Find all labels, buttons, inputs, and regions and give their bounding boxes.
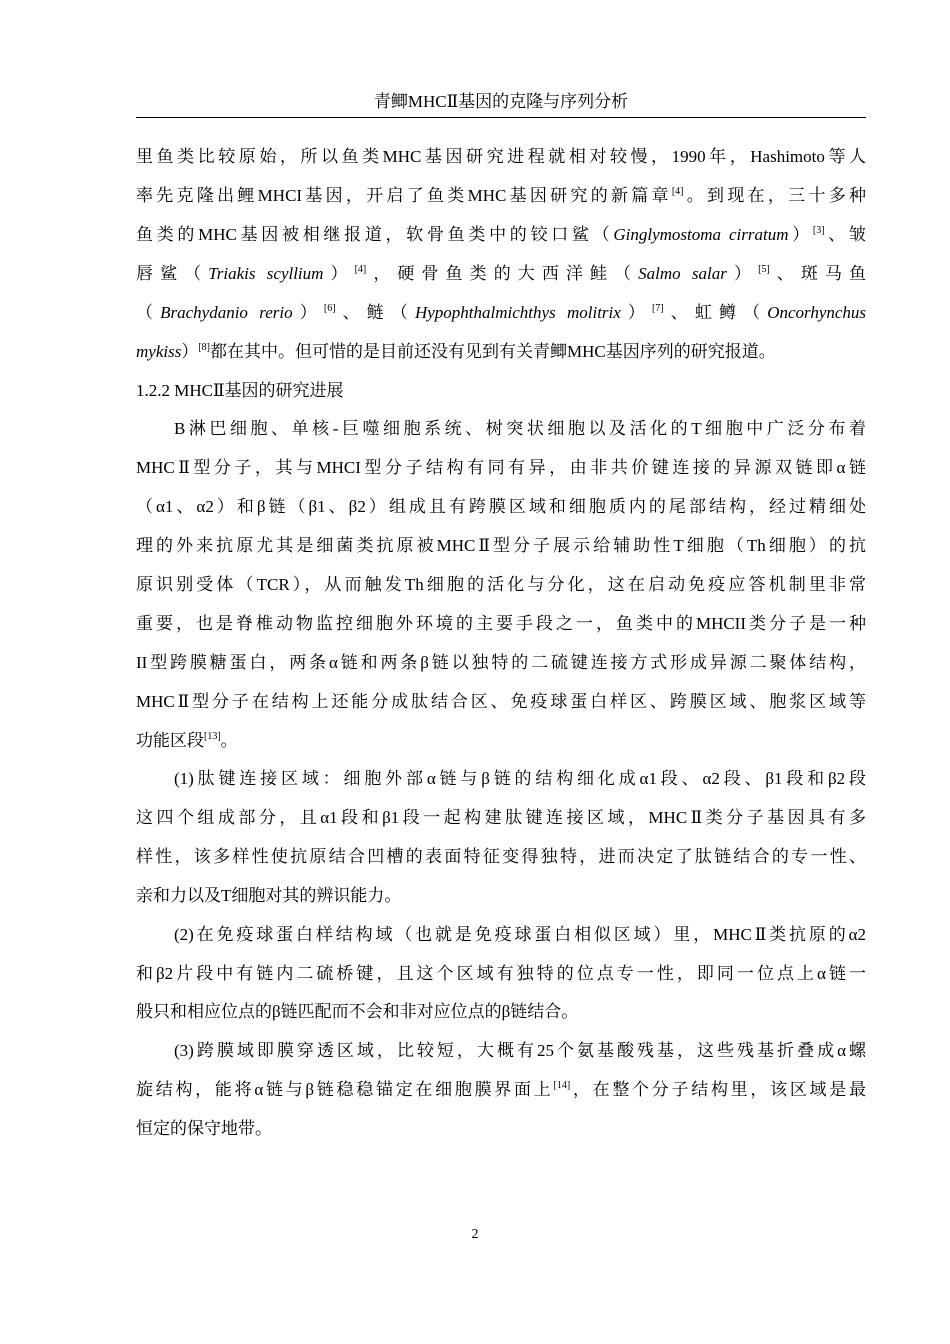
text-segment: MHCⅡ型分子，其与MHCI型分子结构有同有异，由非共价键连接的异源双链即α链 (136, 458, 866, 477)
text-segment: B淋巴细胞、单核-巨噬细胞系统、树突状细胞以及活化的T细胞中广泛分布着 (174, 419, 866, 438)
species-name: Ginglymostoma cirratum (613, 225, 789, 244)
text-segment: 、斑马鱼 (769, 264, 867, 283)
text-line-11 (136, 536, 866, 556)
text-segment: II型跨膜糖蛋白，两条α链和两条β链以独特的二硫键连接方式形成异源二聚体结构， (136, 653, 866, 672)
citation: [7] (652, 303, 664, 314)
text-segment: 里鱼类比较原始，所以鱼类MHC基因研究进程就相对较慢，1990年，Hashimoto等人 (136, 147, 866, 166)
text-line-10 (136, 497, 866, 517)
text-line-12 (136, 575, 866, 595)
text-segment: MHCⅡ型分子在结构上还能分成肽结合区、免疫球蛋白样区、跨膜区域、胞浆区域等 (136, 692, 866, 711)
text-line-20 (136, 886, 866, 906)
text-line-9 (136, 458, 866, 478)
text-segment: ） (726, 264, 759, 283)
text-line-4 (136, 264, 866, 284)
species-name: mykiss (136, 342, 182, 361)
text-segment: (2)在免疫球蛋白样结构域（也就是免疫球蛋白相似区域）里，MHCⅡ类抗原的α2 (174, 925, 866, 944)
species-name: Brachydanio rerio (160, 303, 293, 322)
text-segment: 重要，也是脊椎动物监控细胞外环境的主要手段之一，鱼类中的MHCII类分子是一种 (136, 614, 866, 633)
citation: [8] (198, 342, 210, 353)
text-segment: (1)肽键连接区域：细胞外部α链与β链的结构细化成α1段、α2段、β1段和β2段 (174, 769, 866, 788)
text-segment: 唇鲨（ (136, 264, 209, 283)
species-name: Triakis scyllium (208, 264, 324, 283)
text-segment: 样性，该多样性使抗原结合凹槽的表面特征变得独特，进而决定了肽链结合的专一性、 (136, 847, 866, 866)
text-segment: 恒定的保守地带。 (136, 1119, 272, 1138)
citation: [4] (354, 264, 367, 275)
section-heading (136, 381, 866, 401)
text-line-17 (174, 769, 866, 789)
page-header: 青鲫MHCⅡ基因的克隆与序列分析 (373, 92, 629, 111)
citation: [4] (671, 186, 684, 197)
text-segment: 、皱 (824, 225, 866, 244)
text-segment: 旋结构，能将α链与β链稳稳锚定在细胞膜界面上 (136, 1080, 554, 1099)
text-line-16 (136, 731, 866, 751)
text-segment: 原识别受体（TCR），从而触发Th细胞的活化与分化，这在启动免疫应答机制里非常 (136, 575, 866, 594)
text-segment: 、鲢（ (335, 303, 415, 322)
citation: [6] (323, 303, 336, 314)
text-segment: ） (292, 303, 324, 322)
text-segment: 都在其中。但可惜的是目前还没有见到有关青鲫MHC基因序列的研究报道。 (210, 342, 776, 361)
text-segment: 这四个组成部分，且α1段和β1段一起构建肽键连接区域，MHCⅡ类分子基因具有多 (136, 808, 866, 827)
text-segment: ） (181, 342, 199, 361)
text-segment: 和β2片段中有链内二硫桥键，且这个区域有独特的位点专一性，即同一位点上α链一 (136, 964, 866, 983)
text-segment: （ (136, 303, 161, 322)
text-segment: 功能区段 (136, 731, 204, 750)
page-number: 2 (471, 1227, 479, 1242)
text-line-22 (136, 964, 866, 984)
text-line-6 (136, 342, 866, 362)
text-segment: 般只和相应位点的β链匹配而不会和非对应位点的β链结合。 (136, 1002, 579, 1021)
text-segment: ） (323, 264, 355, 283)
text-line-3 (136, 225, 866, 245)
text-line-1 (136, 147, 866, 167)
text-line-15 (136, 692, 866, 712)
text-segment: 理的外来抗原尤其是细菌类抗原被MHCⅡ型分子展示给辅助性T细胞（Th细胞）的抗 (136, 536, 866, 555)
text-segment: ） (620, 303, 653, 322)
text-segment: 。 (220, 731, 238, 750)
text-segment: 、虹鳟（ (663, 303, 768, 322)
text-line-26 (136, 1119, 866, 1139)
text-segment: （α1、α2）和β链（β1、β2）组成且有跨膜区域和细胞质内的尾部结构，经过精细处 (136, 497, 866, 516)
citation: [13] (204, 731, 221, 742)
citation: [5] (758, 264, 770, 275)
text-segment: 1.2.2 MHCⅡ基因的研究进展 (136, 381, 344, 400)
header-rule (136, 117, 866, 118)
species-name: Hypophthalmichthys molitrix (414, 303, 621, 322)
text-segment: 率先克隆出鲤MHCI基因，开启了鱼类MHC基因研究的新篇章 (136, 186, 672, 205)
text-segment: ） (788, 225, 813, 244)
text-segment: 。到现在，三十多种 (683, 186, 867, 205)
text-line-18 (136, 808, 866, 828)
text-line-24 (174, 1041, 866, 1061)
text-line-21 (174, 925, 866, 945)
text-segment: ，在整个分子结构里，该区域是最 (570, 1080, 867, 1099)
text-segment: 亲和力以及T细胞对其的辨识能力。 (136, 886, 402, 905)
species-name: Salmo salar (638, 264, 727, 283)
text-line-5 (136, 303, 866, 323)
citation: [3] (812, 225, 825, 236)
text-line-19 (136, 847, 866, 867)
species-name: Oncorhynchus (767, 303, 867, 322)
text-line-23 (136, 1002, 866, 1022)
text-line-14 (136, 653, 866, 673)
text-segment: ，硬骨鱼类的大西洋鲑（ (366, 264, 639, 283)
text-line-25 (136, 1080, 866, 1100)
text-line-2 (136, 186, 866, 206)
text-line-13 (136, 614, 866, 634)
citation: [14] (553, 1080, 571, 1091)
text-segment: (3)跨膜域即膜穿透区域，比较短，大概有25个氨基酸残基，这些残基折叠成α螺 (174, 1041, 866, 1060)
text-line-8 (174, 419, 866, 439)
text-segment: 鱼类的MHC基因被相继报道，软骨鱼类中的铰口鲨（ (136, 225, 614, 244)
